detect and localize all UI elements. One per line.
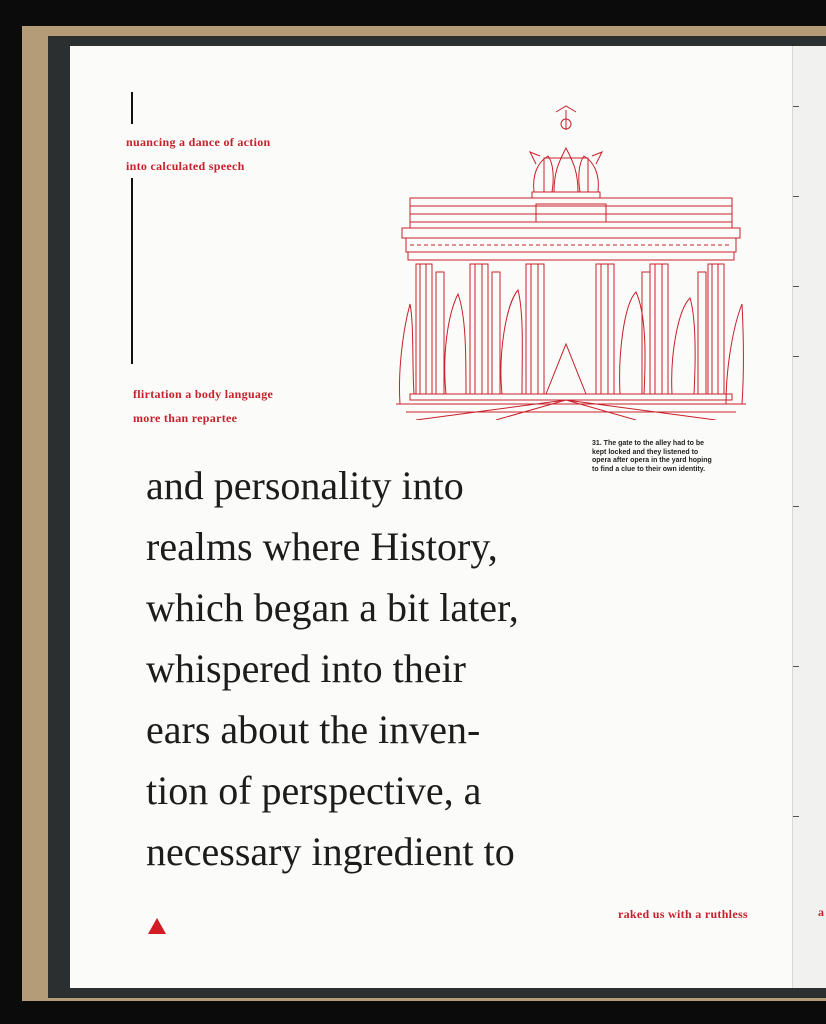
body-line-3: which began a bit later,	[146, 585, 519, 630]
body-line-6: tion of perspective, a	[146, 768, 482, 813]
body-line-5: ears about the inven-	[146, 707, 481, 752]
margin-note-edge: a	[818, 905, 825, 919]
margin-note-middle	[133, 382, 273, 430]
margin-note-top-line-2: into calculated speech	[126, 159, 245, 173]
caption-line-4: to find a clue to their own identity.	[592, 465, 706, 473]
body-line-4: whispered into their	[146, 646, 466, 691]
next-page-edge	[792, 46, 826, 988]
margin-note-top	[126, 130, 270, 178]
margin-note-middle-line-2: more than repartee	[133, 411, 238, 425]
body-line-7: necessary ingredient to	[146, 829, 515, 874]
margin-note-middle-line-1: flirtation a body language	[133, 387, 274, 401]
caption-line-1: 31. The gate to the alley had to be	[592, 440, 705, 447]
red-triangle-marker	[148, 918, 166, 934]
margin-note-top-line-1: nuancing a dance of action	[126, 135, 271, 149]
vertical-rule-long	[131, 178, 133, 364]
vertical-rule-top	[131, 92, 133, 124]
caption-line-2: kept locked and they listened to	[592, 448, 699, 456]
caption-line-3: opera after opera in the yard hoping	[592, 457, 712, 464]
body-text	[146, 455, 616, 882]
body-line-2: realms where History,	[146, 524, 498, 569]
body-line-1: and personality into	[146, 463, 464, 508]
margin-note-bottom: raked us with a ruthless	[618, 907, 748, 921]
brandenburg-gate-illustration	[396, 104, 746, 420]
